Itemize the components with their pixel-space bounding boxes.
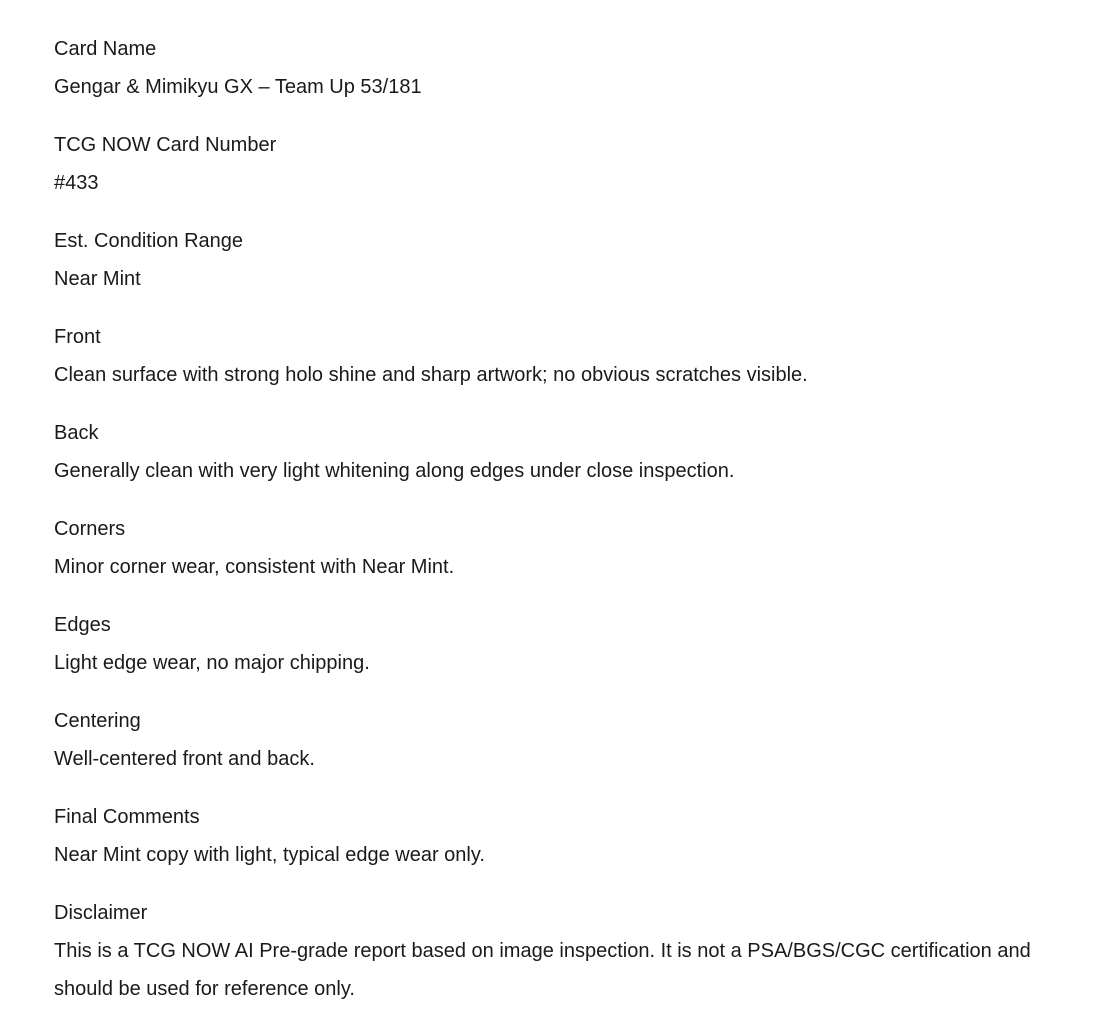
field-label: Edges: [54, 614, 111, 636]
field-label: Centering: [54, 710, 141, 732]
field-label: Disclaimer: [54, 902, 148, 924]
field-value: Near Mint: [54, 268, 141, 290]
field-value: Light edge wear, no major chipping.: [54, 652, 370, 674]
field-label: Back: [54, 422, 99, 444]
field-front: [54, 318, 1084, 394]
field-disclaimer: [54, 894, 1084, 1008]
pregrade-report: [54, 30, 1084, 1028]
field-label: Est. Condition Range: [54, 230, 244, 252]
field-corners: [54, 510, 1084, 586]
field-back: [54, 414, 1084, 490]
field-card-name: [54, 30, 1084, 106]
field-condition-range: [54, 222, 1084, 298]
field-edges: [54, 606, 1084, 682]
field-card-number: [54, 126, 1084, 202]
field-final-comments: [54, 798, 1084, 874]
field-centering: [54, 702, 1084, 778]
field-label: Final Comments: [54, 806, 200, 828]
field-label: Front: [54, 326, 101, 348]
field-value: Near Mint copy with light, typical edge wear only.: [54, 844, 485, 866]
field-value: This is a TCG NOW AI Pre-grade report based on image inspection. It is not a PSA/BGS/CGC certification and should be used for reference only.: [54, 940, 1031, 1000]
field-value: Well-centered front and back.: [54, 748, 315, 770]
field-value: Clean surface with strong holo shine and sharp artwork; no obvious scratches visible.: [54, 364, 808, 386]
field-label: Card Name: [54, 38, 157, 60]
field-value: Gengar & Mimikyu GX – Team Up 53/181: [54, 76, 422, 98]
field-value: Generally clean with very light whitening along edges under close inspection.: [54, 460, 735, 482]
field-value: Minor corner wear, consistent with Near Mint.: [54, 556, 455, 578]
field-label: TCG NOW Card Number: [54, 134, 277, 156]
field-value: #433: [54, 172, 99, 194]
field-label: Corners: [54, 518, 126, 540]
